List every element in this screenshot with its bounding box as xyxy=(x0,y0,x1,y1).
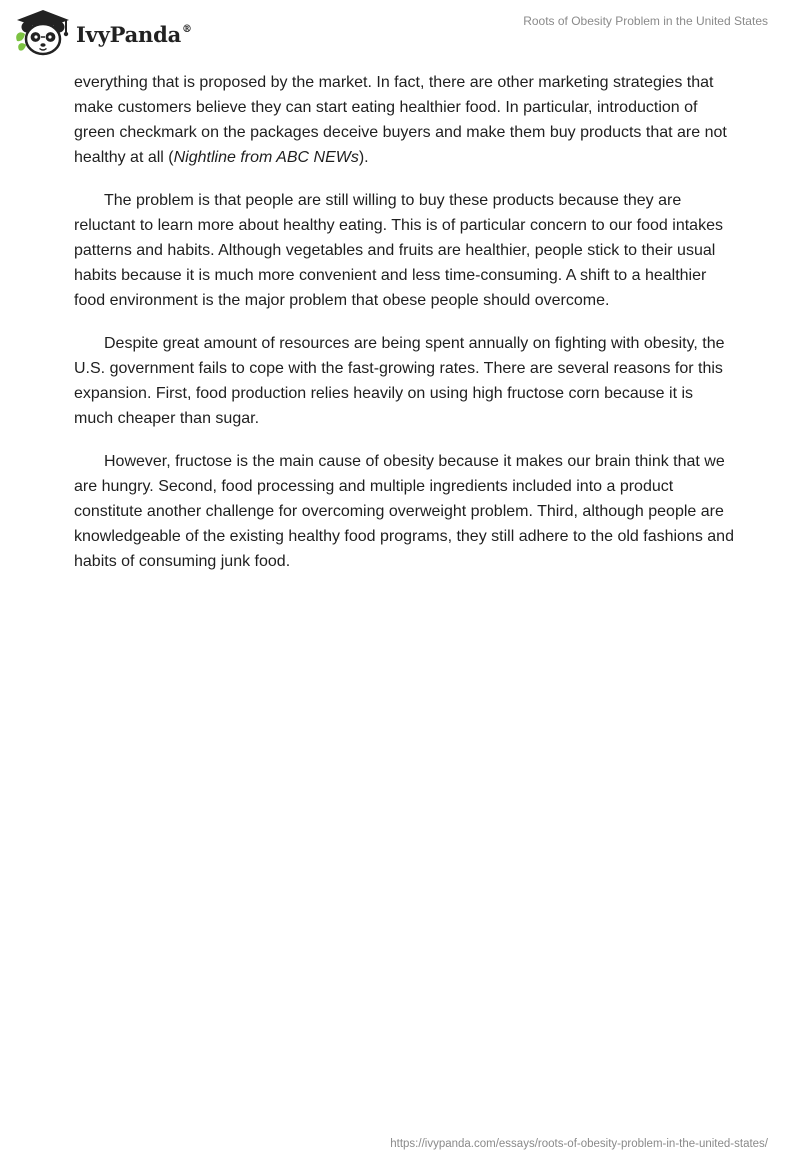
panda-graduate-icon xyxy=(14,8,72,58)
essay-body xyxy=(74,70,734,592)
running-title: Roots of Obesity Problem in the United States xyxy=(523,14,768,28)
paragraph: Despite great amount of resources are being spent annually on fighting with obesity, the U.S. government fails to cope with the fast-growing rates. There are several reasons for this expansion. First, food production relies heavily on using high fructose corn because it is much cheaper than sugar. xyxy=(74,335,725,427)
source-url-link[interactable]: https://ivypanda.com/essays/roots-of-obesity-problem-in-the-united-states/ xyxy=(390,1138,768,1150)
paragraph-continued: everything that is proposed by the market. In fact, there are other marketing strategies that make customers believe they can start eating healthier food. In particular, introduction of green checkmark on the packages deceive buyers and make them buy products that are not healthy at all (Nightline from ABC NEWs). xyxy=(74,74,727,166)
paragraph: The problem is that people are still willing to buy these products because they are reluctant to learn more about healthy eating. This is of particular concern to our food intakes patterns and habits. Although vegetables and fruits are healthier, people stick to their usual habits because it is much more convenient and less time-consuming. A shift to a healthier food environment is the major problem that obese people should overcome. xyxy=(74,192,723,309)
citation: Nightline from ABC NEWs xyxy=(173,149,359,166)
ivypanda-logo[interactable] xyxy=(14,8,192,58)
page-header xyxy=(0,0,800,70)
registered-mark: ® xyxy=(182,23,192,35)
paragraph: However, fructose is the main cause of obesity because it makes our brain think that we are hungry. Second, food processing and multiple ingredients included into a product constitute another challenge for overcoming overweight problem. Third, although people are knowledgeable of the existing healthy food programs, they still adhere to the old fashions and habits of consuming junk food. xyxy=(74,453,734,570)
brand-name: IvyPanda® xyxy=(76,21,192,47)
